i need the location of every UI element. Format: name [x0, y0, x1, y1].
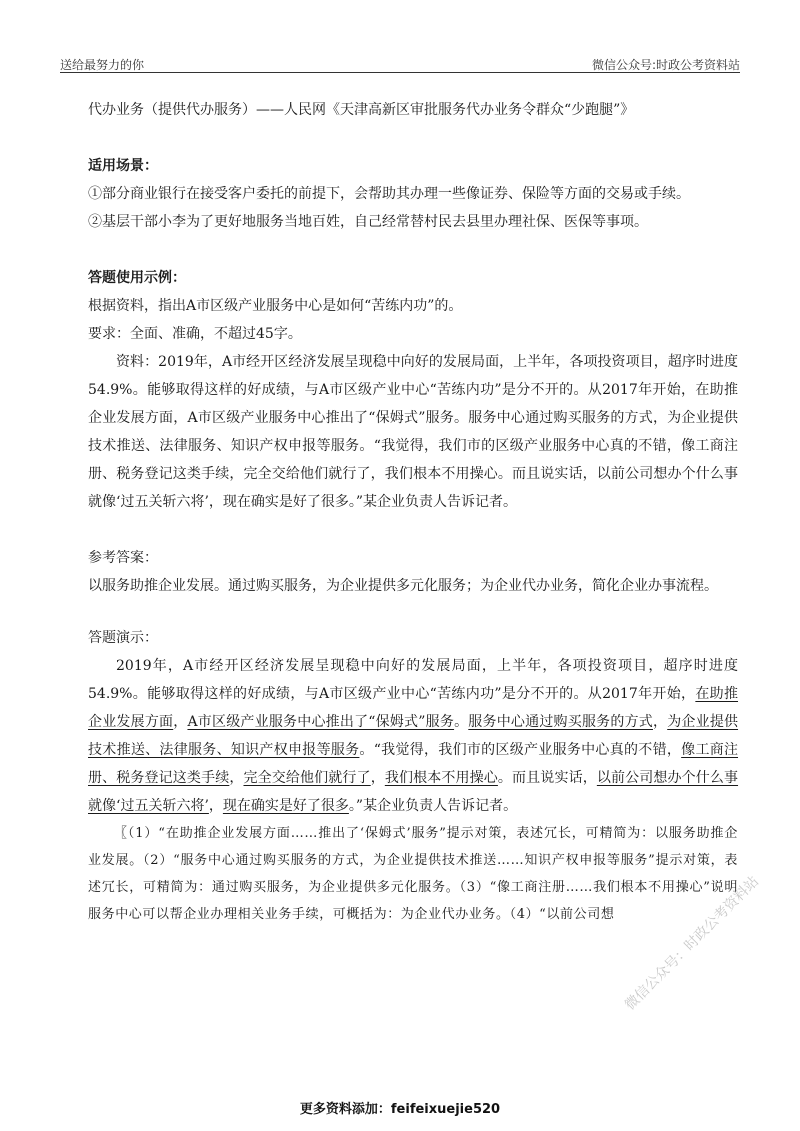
demo-segment: 。“我觉得，我们市的区级产业服务中心真的不错， [359, 742, 682, 758]
document-body [88, 96, 738, 928]
demo-segment: 。而且说实话， [497, 770, 597, 786]
demo-underlined-segment: 服务中心通过购买服务的方式 [468, 714, 653, 730]
example-heading: 答题使用示例： [88, 270, 186, 286]
demo-underlined-segment: 在助推企业发展方面 [88, 686, 739, 730]
demo-underlined-segment: 以前公司想办个什么事就像‘过五关斩六将’ [88, 770, 739, 814]
example-question: 根据资料，指出A市区级产业服务中心是如何“苦练内功”的。 [88, 298, 463, 314]
answer-text: 以服务助推企业发展。通过购买服务，为企业提供多元化服务；为企业代办业务，简化企业办事流程。 [88, 578, 718, 594]
demo-segment: ， [208, 798, 223, 814]
scene-item-2: ②基层干部小李为了更好地服务当地百姓，自己经常替村民去县里办理社保、医保等事项。 [88, 214, 648, 230]
demo-underlined-segment: 像工商注册、税务登记这类手续 [88, 742, 739, 786]
demo-segment: ， [370, 770, 385, 786]
demo-segment: ， [229, 770, 244, 786]
demo-paragraph [88, 652, 738, 820]
demo-segment: 。”某企业负责人告诉记者。 [348, 798, 518, 814]
answer-heading: 参考答案： [88, 550, 158, 566]
demo-underlined-segment: 现在确实是好了很多 [222, 798, 349, 814]
demo-segment: 。 [454, 714, 469, 730]
scene-item-1: ①部分商业银行在接受客户委托的前提下，会帮助其办理一些像证券、保险等方面的交易或手续。 [88, 186, 690, 202]
example-requirement: 要求：全面、准确，不超过45字。 [88, 326, 302, 342]
scenes-heading: 适用场景： [88, 158, 158, 174]
demo-underlined-segment: 完全交给他们就行了 [243, 770, 371, 786]
demo-heading: 答题演示： [88, 630, 158, 646]
demo-segment: ， [652, 714, 668, 730]
example-material: 资料：2019年，A市经开区经济发展呈现稳中向好的发展局面，上半年，各项投资项目，超序时进度54.9%。能够取得这样的好成绩，与A市区级产业中心“苦练内功”是分不开的。从2017年开始，在助推企业发展方面，A市区级产业服务中心推出了“保姆式”服务。服务中心通过购买服务的方式，为企业提供技术推送、法律服务、知识产权申报等服务。“我觉得，我们市的区级产业服务中心真的不错，像工商注册、税务登记这类手续，完全交给他们就行了，我们根本不用操心。而且说实话，以前公司想办个什么事就像‘过五关斩六将’，现在确实是好了很多。”某企业负责人告诉记者。 [88, 354, 738, 510]
demo-underlined-segment: 为企业提供技术推送、法律服务、知识产权申报等服务 [88, 714, 739, 758]
demo-underlined-segment: 我们根本不用操心 [384, 770, 498, 786]
page-header [60, 48, 740, 73]
demo-segment: ， [173, 714, 188, 730]
demo-analysis: 〖（1）“在助推企业发展方面……推出了‘保姆式’服务”提示对策，表述冗长，可精简为：以服务助推企业发展。（2）“服务中心通过购买服务的方式，为企业提供技术推送……知识产权申报等服务”提示对策，表述冗长，可精简为：通过购买服务，为企业提供多元化服务。（3）“像工商注册……我们根本不用操心”说明服务中心可以帮企业办理相关业务手续，可概括为：为企业代办业务。（4）“以前公司想 [88, 826, 738, 922]
demo-underlined-segment: A市区级产业服务中心推出了“保姆式”服务 [187, 714, 455, 730]
header-wechat-account: 微信公众号:时政公考资料站 [591, 58, 740, 72]
demo-segment: 2019年，A市经开区经济发展呈现稳中向好的发展局面，上半年，各项投资项目，超序时进度54.9%。能够取得这样的好成绩，与A市区级产业中心“苦练内功”是分不开的。从2017年开始， [88, 658, 738, 702]
intro-source-line: 代办业务（提供代办服务）——人民网《天津高新区审批服务代办业务令群众“少跑腿”》 [88, 102, 635, 118]
header-slogan: 送给最努力的你 [60, 58, 145, 72]
footer-contact: 更多资料添加：feifeixuejie520 [299, 1102, 501, 1117]
watermark-text: 微信公众号：时政公考资料站 [622, 873, 763, 1014]
